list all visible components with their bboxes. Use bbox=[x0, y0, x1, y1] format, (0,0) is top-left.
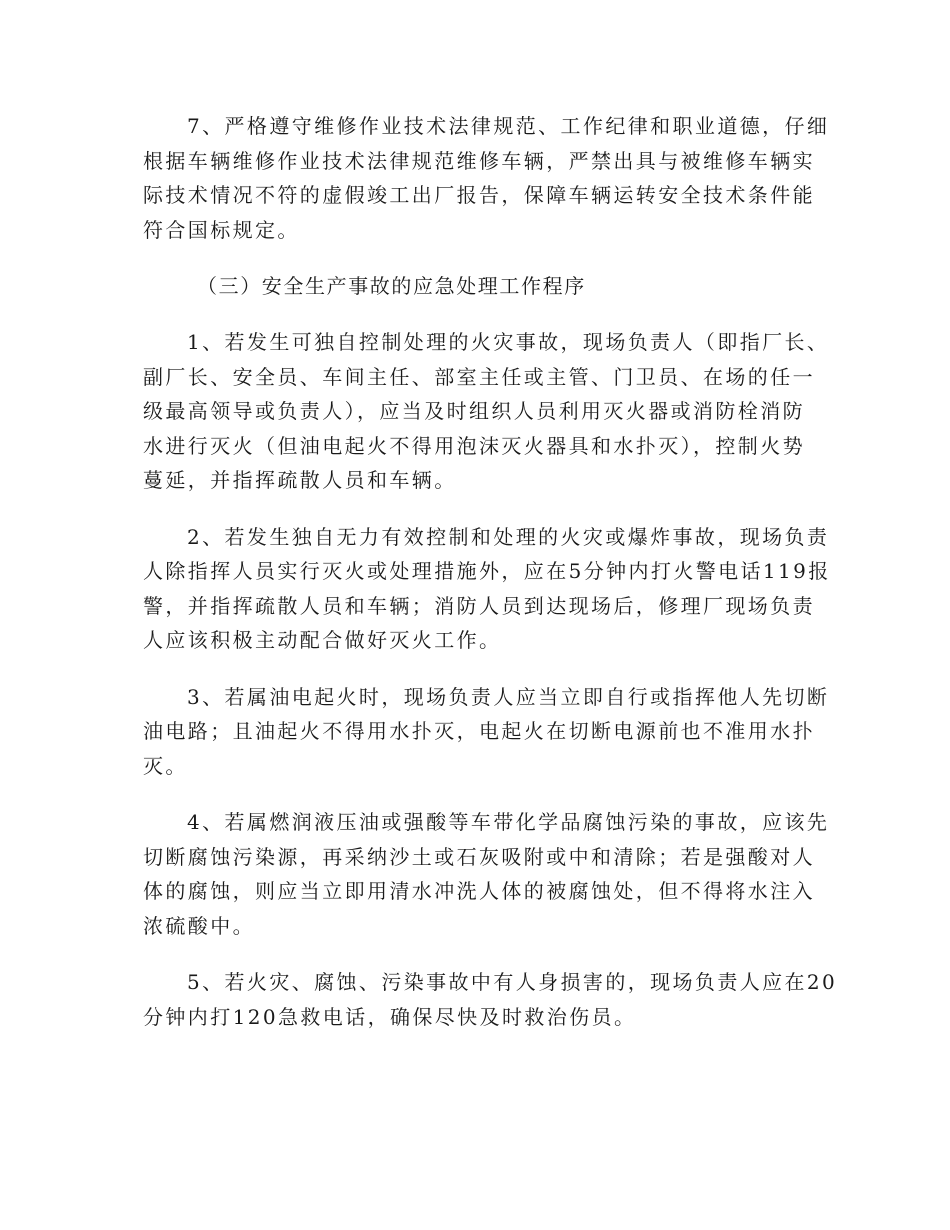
text-line: 1、若发生可独自控制处理的火灾事故，现场负责人（即指厂长、 bbox=[187, 330, 830, 354]
text-line: 根据车辆维修作业技术法律规范维修车辆，严禁出具与被维修车辆实 bbox=[143, 148, 815, 173]
text-line: 3、若属油电起火时，现场负责人应当立即自行或指挥他人先切断 bbox=[187, 684, 830, 709]
paragraph-step-4 bbox=[143, 805, 830, 943]
text-line: 4、若属燃润液压油或强酸等车带化学品腐蚀污染的事故，应该先 bbox=[187, 810, 830, 834]
section-heading bbox=[143, 269, 813, 303]
text-line: 灭。 bbox=[143, 753, 188, 778]
text-line: 5、若火灾、腐蚀、污染事故中有人身损害的，现场负责人应在20 bbox=[187, 970, 838, 994]
paragraph-step-5 bbox=[143, 965, 838, 1034]
paragraph-step-1 bbox=[143, 325, 830, 498]
text-line: 际技术情况不符的虚假竣工出厂报告，保障车辆运转安全技术条件能 bbox=[143, 183, 815, 207]
text-line: 人除指挥人员实行灭火或处理措施外，应在5分钟内打火警电话119报 bbox=[143, 559, 831, 583]
text-line: 油电路；且油起火不得用水扑灭，电起火在切断电源前也不准用水扑 bbox=[143, 719, 815, 743]
document-page bbox=[143, 109, 838, 1056]
heading-text: （三）安全生产事故的应急处理工作程序 bbox=[197, 274, 586, 298]
paragraph-step-2 bbox=[143, 520, 831, 658]
text-line: 切断腐蚀污染源，再采纳沙土或石灰吸附或中和清除；若是强酸对人 bbox=[143, 844, 815, 869]
text-line: 符合国标规定。 bbox=[143, 217, 300, 242]
text-line: 7、严格遵守维修作业技术法律规范、工作纪律和职业道德，仔细 bbox=[187, 114, 830, 138]
text-line: 副厂长、安全员、车间主任、部室主任或主管、门卫员、在场的任一 bbox=[143, 364, 815, 389]
text-line: 级最高领导或负责人），应当及时组织人员利用灭火器或消防栓消防 bbox=[143, 399, 805, 423]
text-line: 浓硫酸中。 bbox=[143, 913, 255, 938]
paragraph-item-7 bbox=[143, 109, 830, 247]
text-line: 体的腐蚀，则应当立即用清水冲洗人体的被腐蚀处，但不得将水注入 bbox=[143, 879, 815, 903]
text-line: 人应该积极主动配合做好灭火工作。 bbox=[143, 628, 502, 652]
paragraph-step-3 bbox=[143, 680, 830, 784]
text-line: 水进行灭火（但油电起火不得用泡沫灭火器具和水扑灭），控制火势 bbox=[143, 433, 805, 458]
text-line: 蔓延，并指挥疏散人员和车辆。 bbox=[143, 468, 457, 492]
text-line: 2、若发生独自无力有效控制和处理的火灾或爆炸事故，现场负责 bbox=[187, 524, 830, 549]
text-line: 分钟内打120急救电话，确保尽快及时救治伤员。 bbox=[143, 1004, 637, 1029]
text-line: 警，并指挥疏散人员和车辆；消防人员到达现场后，修理厂现场负责 bbox=[143, 593, 815, 618]
